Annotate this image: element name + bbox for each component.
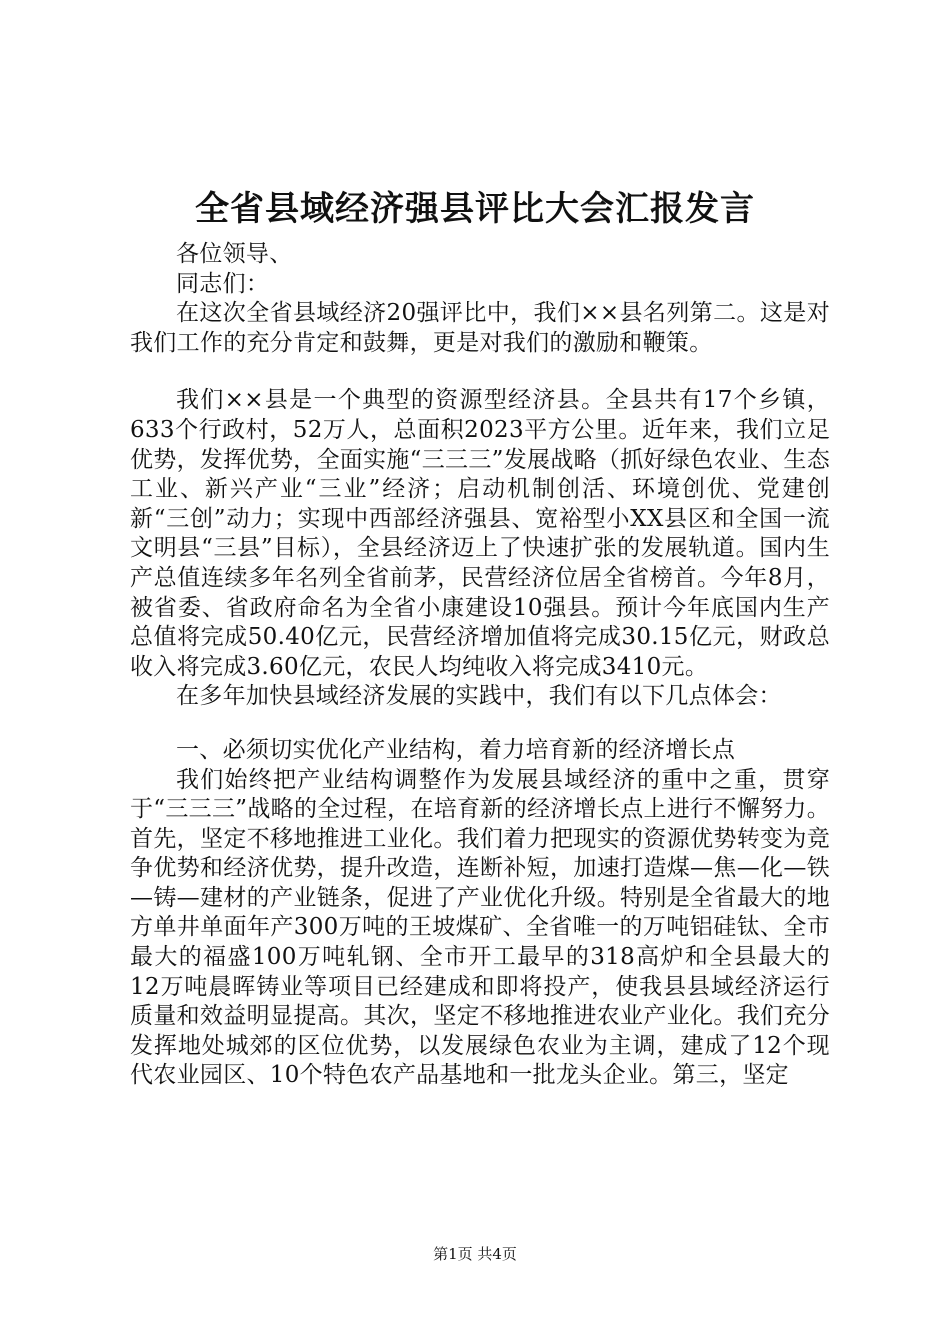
- document-body: [130, 240, 830, 1091]
- paragraph-experience-intro: 在多年加快县域经济发展的实践中，我们有以下几点体会：: [176, 683, 782, 710]
- page-footer: 第1页 共4页: [433, 1245, 517, 1263]
- salutation-line-1: 各位领导、: [176, 241, 293, 267]
- paragraph-intro: 在这次全省县域经济20强评比中，我们××县名列第二。这是对我们工作的充分肯定和鼓舞，更是对我们的激励和鞭策。: [130, 300, 830, 356]
- document-title: 全省县域经济强县评比大会汇报发言: [195, 189, 755, 229]
- paragraph-industry-structure: 我们始终把产业结构调整作为发展县域经济的重中之重，贯穿于“三三三”战略的全过程，在培育新的经济增长点上进行不懈努力。首先，坚定不移地推进工业化。我们着力把现实的资源优势转变为竞争优势和经济优势，提升改造，连断补短，加速打造煤—焦—化—铁—铸—建材的产业链条，促进了产业优化升级。特别是全省最大的地方单井单面年产300万吨的王坡煤矿、全省唯一的万吨铝硅钛、全市最大的福盛100万吨轧钢、全市开工最早的318高炉和全县最大的12万吨晨晖铸业等项目已经建成和即将投产，使我县县域经济运行质量和效益明显提高。其次，坚定不移地推进农业产业化。我们充分发挥地处城郊的区位优势，以发展绿色农业为主调，建成了12个现代农业园区、10个特色农产品基地和一批龙头企业。第三，坚定: [130, 766, 830, 1089]
- section-heading-1: 一、必须切实优化产业结构，着力培育新的经济增长点: [176, 736, 736, 763]
- salutation-line-2: 同志们：: [176, 270, 270, 297]
- paragraph-county-overview: 我们××县是一个典型的资源型经济县。全县共有17个乡镇，633个行政村，52万人，总面积2023平方公里。近年来，我们立足优势，发挥优势，全面实施“三三三”发展战略（抓好绿色农业、生态工业、新兴产业“三业”经济；启动机制创活、环境创优、党建创新“三创”动力；实现中西部经济强县、宽裕型小XX县区和全国一流文明县“三县”目标），全县经济迈上了快速扩张的发展轨道。国内生产总值连续多年名列全省前茅，民营经济位居全省榜首。今年8月，被省委、省政府命名为全省小康建设10强县。预计今年底国内生产总值将完成50.40亿元，民营经济增加值将完成30.15亿元，财政总收入将完成3.60亿元，农民人均纯收入将完成3410元。: [130, 387, 830, 680]
